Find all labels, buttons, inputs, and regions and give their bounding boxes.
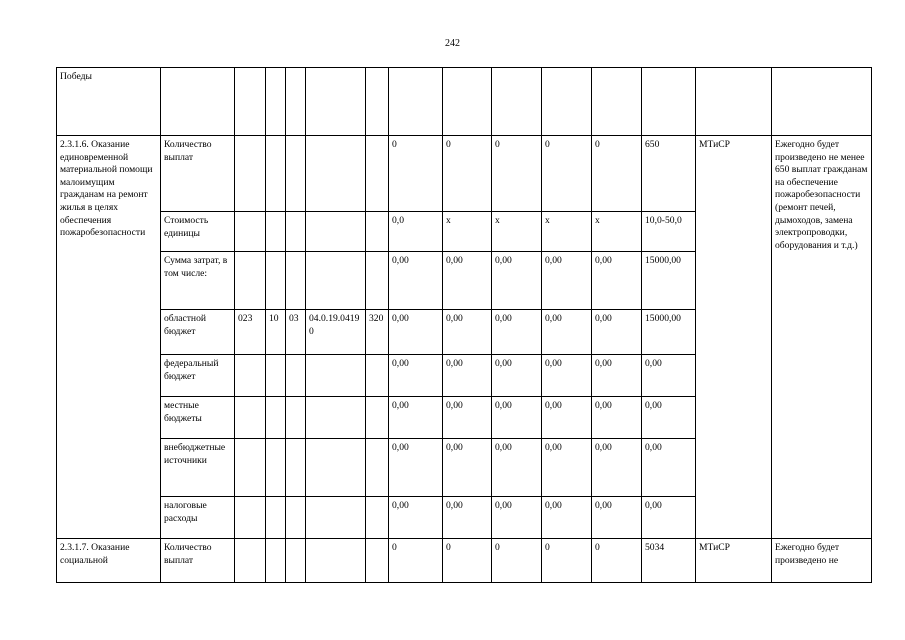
value-cell [642,68,696,136]
value-cell: 0,00 [642,397,696,439]
value-cell: 0,00 [642,355,696,397]
section-code-cell [266,497,286,539]
table-row [57,136,872,212]
value-cell: 650 [642,136,696,212]
value-cell: 0,00 [592,310,642,355]
expense-type-cell [366,497,389,539]
program-measures-table [56,67,872,583]
grbs-code-cell [235,497,266,539]
value-cell [443,68,492,136]
value-cell: 0,00 [592,355,642,397]
value-cell: 0 [389,539,443,583]
value-cell: 0 [542,539,592,583]
indicator-cell [161,68,235,136]
grbs-code-cell [235,68,266,136]
value-cell: 0,00 [542,355,592,397]
subsection-code-cell [286,539,306,583]
target-item-cell [306,439,366,497]
target-item-cell [306,497,366,539]
section-code-cell [266,212,286,252]
value-cell: х [492,212,542,252]
target-item-cell: 04.0.19.04190 [306,310,366,355]
value-cell: 0,00 [492,310,542,355]
expected-result-cell [772,68,872,136]
value-cell: 0 [389,136,443,212]
target-item-cell [306,68,366,136]
expense-type-cell: 320 [366,310,389,355]
section-code-cell [266,439,286,497]
expected-result-cell: Ежегодно будет произведено не менее 650 выплат гражданам на обеспечение пожаробезопасности (ремонт печей, дымоходов, замена электропроводки, оборудования и т.д.) [772,136,872,539]
section-code-cell: 10 [266,310,286,355]
indicator-cell: местные бюджеты [161,397,235,439]
value-cell: 0,00 [592,397,642,439]
grbs-code-cell [235,439,266,497]
grbs-code-cell [235,252,266,310]
table-row [57,68,872,136]
expense-type-cell [366,397,389,439]
expense-type-cell [366,252,389,310]
executor-cell: МТиСР [696,539,772,583]
section-code-cell [266,68,286,136]
value-cell: 0,00 [443,252,492,310]
value-cell: 0,00 [443,355,492,397]
value-cell [542,68,592,136]
grbs-code-cell [235,397,266,439]
indicator-cell: федеральный бюджет [161,355,235,397]
value-cell: 0,00 [443,439,492,497]
expense-type-cell [366,212,389,252]
indicator-cell: налоговые расходы [161,497,235,539]
target-item-cell [306,252,366,310]
subsection-code-cell [286,497,306,539]
expense-type-cell [366,539,389,583]
value-cell: 0,00 [389,355,443,397]
value-cell: 0,00 [443,497,492,539]
measure-name-cell: 2.3.1.7. Оказание социальной [57,539,161,583]
target-item-cell [306,136,366,212]
table-row [57,539,872,583]
value-cell: 0,00 [389,397,443,439]
value-cell: 0 [443,136,492,212]
section-code-cell [266,136,286,212]
value-cell: 0,00 [443,397,492,439]
value-cell: 0,00 [542,310,592,355]
target-item-cell [306,355,366,397]
value-cell: 0,00 [443,310,492,355]
executor-cell: МТиСР [696,136,772,539]
value-cell: 0,00 [492,397,542,439]
value-cell: х [443,212,492,252]
value-cell: 0,00 [492,497,542,539]
page-number: 242 [445,38,460,49]
value-cell: 0,0 [389,212,443,252]
value-cell [592,68,642,136]
value-cell: 0,00 [389,439,443,497]
expense-type-cell [366,355,389,397]
value-cell: 0 [443,539,492,583]
value-cell: 0,00 [389,497,443,539]
value-cell: х [592,212,642,252]
value-cell: 0 [592,136,642,212]
indicator-cell: областной бюджет [161,310,235,355]
grbs-code-cell [235,136,266,212]
measure-name-cell: 2.3.1.6. Оказание единовременной материальной помощи малоимущим гражданам на ремонт жилья в целях обеспечения пожаробезопасности [57,136,161,539]
value-cell: 0,00 [542,252,592,310]
indicator-cell: Количество выплат [161,539,235,583]
subsection-code-cell [286,355,306,397]
target-item-cell [306,212,366,252]
value-cell [389,68,443,136]
value-cell: 0,00 [592,439,642,497]
grbs-code-cell [235,539,266,583]
value-cell: 0 [492,539,542,583]
measure-name-cell: Победы [57,68,161,136]
value-cell: 0 [492,136,542,212]
value-cell: 0,00 [642,439,696,497]
value-cell: 0 [592,539,642,583]
value-cell: 15000,00 [642,310,696,355]
indicator-cell: Количество выплат [161,136,235,212]
value-cell: 10,0-50,0 [642,212,696,252]
expense-type-cell [366,136,389,212]
value-cell [492,68,542,136]
subsection-code-cell [286,136,306,212]
subsection-code-cell [286,212,306,252]
expense-type-cell [366,439,389,497]
value-cell: 0,00 [592,252,642,310]
expense-type-cell [366,68,389,136]
grbs-code-cell [235,355,266,397]
subsection-code-cell: 03 [286,310,306,355]
target-item-cell [306,539,366,583]
grbs-code-cell: 023 [235,310,266,355]
target-item-cell [306,397,366,439]
value-cell: 0,00 [542,397,592,439]
subsection-code-cell [286,397,306,439]
section-code-cell [266,539,286,583]
value-cell: 0,00 [492,252,542,310]
section-code-cell [266,397,286,439]
value-cell: 0,00 [542,497,592,539]
value-cell: 0 [542,136,592,212]
indicator-cell: внебюджетные источники [161,439,235,497]
value-cell: 0,00 [492,439,542,497]
value-cell: 0,00 [492,355,542,397]
value-cell: 0,00 [542,439,592,497]
value-cell: 0,00 [389,310,443,355]
section-code-cell [266,252,286,310]
subsection-code-cell [286,439,306,497]
value-cell: х [542,212,592,252]
subsection-code-cell [286,68,306,136]
value-cell: 15000,00 [642,252,696,310]
executor-cell [696,68,772,136]
section-code-cell [266,355,286,397]
indicator-cell: Стоимость единицы [161,212,235,252]
value-cell: 0,00 [642,497,696,539]
value-cell: 0,00 [592,497,642,539]
indicator-cell: Сумма затрат, в том числе: [161,252,235,310]
grbs-code-cell [235,212,266,252]
expected-result-cell: Ежегодно будет произведено не [772,539,872,583]
value-cell: 0,00 [389,252,443,310]
value-cell: 5034 [642,539,696,583]
subsection-code-cell [286,252,306,310]
